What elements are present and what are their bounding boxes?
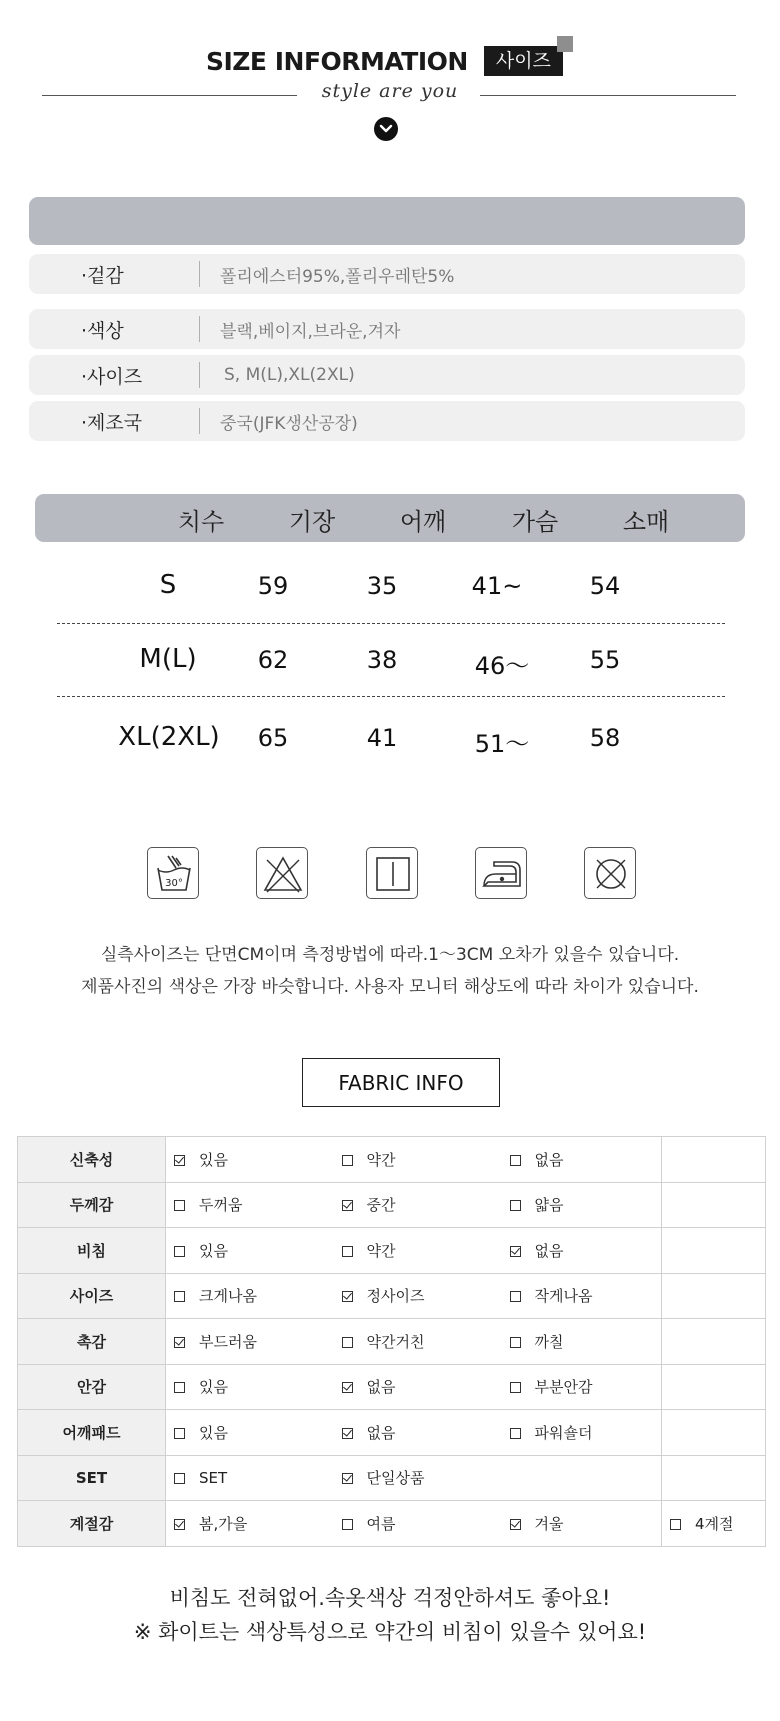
- info-label: ·사이즈: [81, 365, 143, 388]
- fabric-row-label: 사이즈: [18, 1273, 166, 1319]
- checkbox-empty-icon: [174, 1246, 185, 1257]
- size-label: S: [159, 570, 177, 600]
- fabric-option-label: 없음: [366, 1423, 396, 1442]
- fabric-row: [18, 1228, 766, 1274]
- no-bleach-icon: [256, 847, 308, 899]
- row-divider: [57, 696, 725, 697]
- checkbox-empty-icon: [174, 1382, 185, 1393]
- fabric-option-cell: [166, 1455, 334, 1501]
- fabric-option-cell: [662, 1410, 766, 1456]
- size-header-cell: 기장: [288, 508, 336, 536]
- fabric-row: [18, 1364, 766, 1410]
- fabric-option-label: 부드러움: [199, 1332, 257, 1351]
- fabric-option-cell: [334, 1410, 502, 1456]
- size-value: 38: [366, 646, 398, 674]
- checkbox-checked-icon: [342, 1291, 353, 1302]
- fabric-option-cell: [662, 1228, 766, 1274]
- header-divider-right: [480, 95, 736, 96]
- fabric-option-label: 까칠: [534, 1332, 564, 1351]
- checkbox-empty-icon: [342, 1519, 353, 1530]
- checkbox-empty-icon: [510, 1337, 521, 1348]
- size-value: 55: [589, 646, 621, 674]
- fabric-option-cell: [166, 1228, 334, 1274]
- info-row-origin: [29, 401, 745, 441]
- header-divider-left: [42, 95, 297, 96]
- fabric-row: [18, 1410, 766, 1456]
- fabric-option-label: 없음: [534, 1241, 564, 1260]
- fabric-option-cell: [334, 1364, 502, 1410]
- fabric-option-cell: [662, 1455, 766, 1501]
- checkbox-checked-icon: [342, 1428, 353, 1439]
- checkbox-empty-icon: [174, 1428, 185, 1439]
- fabric-option-label: 여름: [366, 1514, 396, 1533]
- fabric-option-cell: [166, 1319, 334, 1365]
- fabric-option-cell: [502, 1364, 662, 1410]
- size-info-header: [0, 0, 780, 150]
- fabric-option-cell: [662, 1501, 766, 1547]
- size-header-cell: 치수: [177, 508, 225, 536]
- fabric-row-label: SET: [18, 1455, 166, 1501]
- row-divider: [57, 623, 725, 624]
- info-value: S, M(L),XL(2XL): [224, 365, 355, 385]
- fabric-option-cell: [334, 1182, 502, 1228]
- fabric-option-cell: [334, 1273, 502, 1319]
- tumble-dry-icon: [366, 847, 418, 899]
- fabric-option-label: 겨울: [534, 1514, 564, 1533]
- fabric-row-label: 계절감: [18, 1501, 166, 1547]
- info-value: 폴리에스터95%,폴리우레탄5%: [220, 266, 455, 287]
- info-value: 블랙,베이지,브라운,겨자: [220, 321, 401, 342]
- fabric-option-label: SET: [199, 1468, 228, 1487]
- fabric-option-label: 약간: [366, 1241, 396, 1260]
- fabric-row-label: 촉감: [18, 1319, 166, 1365]
- checkbox-empty-icon: [670, 1519, 681, 1530]
- checkbox-empty-icon: [174, 1473, 185, 1484]
- fabric-option-cell: [502, 1410, 662, 1456]
- checkbox-checked-icon: [510, 1519, 521, 1530]
- size-value: 58: [589, 724, 621, 752]
- checkbox-empty-icon: [510, 1155, 521, 1166]
- size-value: 62: [257, 646, 289, 674]
- info-header-bar: [29, 197, 745, 245]
- fabric-option-label: 단일상품: [366, 1469, 425, 1488]
- fabric-option-cell: [502, 1137, 662, 1183]
- size-value: 35: [366, 572, 398, 600]
- fabric-option-label: 파워숄더: [534, 1423, 593, 1442]
- checkbox-empty-icon: [342, 1155, 353, 1166]
- fabric-option-label: 있음: [199, 1378, 228, 1397]
- measurement-note: 실측사이즈는 단면CM이며 측정방법에 따라.1～3CM 오차가 있을수 있습니다.: [100, 945, 680, 965]
- info-label: ·색상: [81, 319, 124, 342]
- title-group: [206, 46, 563, 76]
- size-value: 65: [257, 724, 289, 752]
- fabric-option-cell: [334, 1501, 502, 1547]
- title-korean: 사이즈: [495, 50, 551, 72]
- checkbox-empty-icon: [510, 1428, 521, 1439]
- fabric-option-cell: [334, 1319, 502, 1365]
- checkbox-empty-icon: [342, 1246, 353, 1257]
- fabric-row: [18, 1501, 766, 1547]
- fabric-row: [18, 1455, 766, 1501]
- checkbox-checked-icon: [510, 1246, 521, 1257]
- info-row-material: [29, 254, 745, 294]
- fabric-option-label: 중간: [366, 1196, 396, 1215]
- fabric-option-cell: [662, 1364, 766, 1410]
- fabric-option-label: 정사이즈: [366, 1287, 425, 1306]
- fabric-option-cell: [166, 1364, 334, 1410]
- fabric-option-cell: [334, 1455, 502, 1501]
- chevron-down-icon: [374, 117, 398, 141]
- fabric-option-cell: [166, 1182, 334, 1228]
- fabric-option-label: 있음: [199, 1423, 228, 1442]
- info-label: ·겉감: [81, 264, 124, 287]
- fabric-option-cell: [166, 1501, 334, 1547]
- checkbox-checked-icon: [174, 1337, 185, 1348]
- fabric-option-cell: [166, 1410, 334, 1456]
- fabric-option-cell: [334, 1137, 502, 1183]
- fabric-option-label: 봄,가을: [199, 1514, 248, 1533]
- fabric-row: [18, 1319, 766, 1365]
- checkbox-checked-icon: [342, 1473, 353, 1484]
- fabric-option-cell: [502, 1182, 662, 1228]
- checkbox-empty-icon: [510, 1200, 521, 1211]
- fabric-option-label: 부분안감: [534, 1378, 593, 1397]
- checkbox-checked-icon: [174, 1519, 185, 1530]
- checkbox-checked-icon: [342, 1200, 353, 1211]
- size-label: XL(2XL): [118, 722, 220, 752]
- size-value: 41~: [471, 572, 523, 600]
- checkbox-empty-icon: [510, 1291, 521, 1302]
- size-value: 54: [589, 572, 621, 600]
- fabric-option-cell: [662, 1319, 766, 1365]
- fabric-row-label: 비침: [18, 1228, 166, 1274]
- fabric-option-cell: [166, 1137, 334, 1183]
- size-value: 41: [366, 724, 398, 752]
- badge-corner-square: [557, 36, 573, 52]
- fabric-row-label: 어깨패드: [18, 1410, 166, 1456]
- fabric-option-cell: [502, 1501, 662, 1547]
- title-korean-badge: [484, 46, 563, 76]
- fabric-option-label: 없음: [534, 1150, 564, 1169]
- color-note: 제품사진의 색상은 가장 바슷합니다. 사용자 모니터 해상도에 따라 차이가 있습니다.: [81, 977, 699, 997]
- fabric-info-table: [17, 1136, 766, 1547]
- size-table-header: [35, 494, 745, 542]
- checkbox-checked-icon: [342, 1382, 353, 1393]
- fabric-option-label: 얇음: [534, 1196, 564, 1215]
- info-label: ·제조국: [81, 411, 143, 434]
- subtitle-script: style are you: [321, 80, 459, 102]
- fabric-row-label: 신축성: [18, 1137, 166, 1183]
- size-label: M(L): [139, 644, 197, 674]
- size-header-cell: 어깨: [399, 508, 447, 536]
- info-row-size: [29, 355, 745, 395]
- iron-low-icon: [475, 847, 527, 899]
- fabric-option-cell: [502, 1455, 662, 1501]
- checkbox-empty-icon: [174, 1291, 185, 1302]
- checkbox-empty-icon: [174, 1200, 185, 1211]
- fabric-option-cell: [662, 1137, 766, 1183]
- fabric-row: [18, 1182, 766, 1228]
- fabric-option-label: 약간거친: [366, 1332, 425, 1351]
- size-header-cell: 가슴: [511, 508, 559, 536]
- fabric-row: [18, 1273, 766, 1319]
- fabric-row: [18, 1137, 766, 1183]
- checkbox-empty-icon: [342, 1337, 353, 1348]
- no-dry-clean-icon: [584, 847, 636, 899]
- size-value: 59: [257, 572, 289, 600]
- see-through-note: 비침도 전혀없어.속옷색상 걱정안하셔도 좋아요!: [169, 1586, 611, 1610]
- fabric-option-label: 약간: [366, 1150, 396, 1169]
- size-header-cell: 소매: [622, 508, 670, 536]
- fabric-option-cell: [502, 1319, 662, 1365]
- checkbox-checked-icon: [174, 1155, 185, 1166]
- fabric-option-cell: [502, 1273, 662, 1319]
- size-value: 46～: [474, 652, 530, 680]
- fabric-option-label: 있음: [199, 1241, 228, 1260]
- fabric-option-label: 두꺼움: [199, 1196, 243, 1215]
- fabric-option-label: 크게나옴: [199, 1287, 257, 1306]
- checkbox-empty-icon: [510, 1382, 521, 1393]
- white-color-note: ※ 화이트는 색상특성으로 약간의 비침이 있을수 있어요!: [133, 1620, 647, 1644]
- fabric-row-label: 안감: [18, 1364, 166, 1410]
- title-english: SIZE INFORMATION: [206, 46, 468, 76]
- fabric-option-cell: [334, 1228, 502, 1274]
- hand-wash-icon: [147, 847, 199, 899]
- fabric-option-label: 작게나옴: [534, 1287, 593, 1306]
- wash-temp-label: 30°: [165, 878, 183, 889]
- info-row-color: [29, 309, 745, 349]
- info-value: 중국(JFK생산공장): [220, 413, 358, 434]
- fabric-option-label: 4계절: [695, 1514, 734, 1533]
- fabric-row-label: 두께감: [18, 1182, 166, 1228]
- fabric-option-label: 없음: [366, 1378, 396, 1397]
- fabric-option-cell: [166, 1273, 334, 1319]
- fabric-option-cell: [662, 1182, 766, 1228]
- size-value: 51～: [474, 730, 530, 758]
- fabric-option-cell: [662, 1273, 766, 1319]
- fabric-option-cell: [502, 1228, 662, 1274]
- fabric-info-title: FABRIC INFO: [302, 1058, 500, 1107]
- fabric-option-label: 있음: [199, 1150, 228, 1169]
